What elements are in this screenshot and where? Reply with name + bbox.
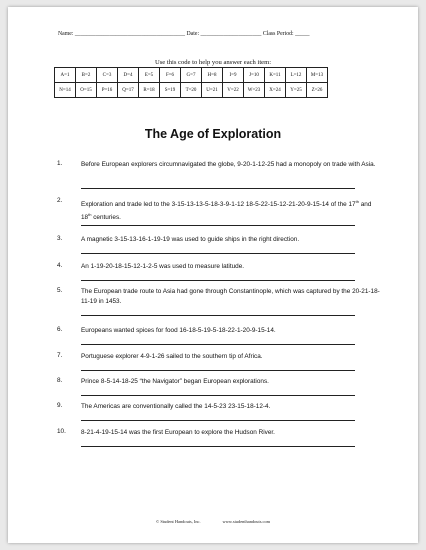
question-text: The Americas are conventionally called the 14-5-23 23-15-18-12-4. xyxy=(81,403,271,410)
answer-line[interactable] xyxy=(81,253,355,254)
question-text: A magnetic 3-15-13-16-1-19-19 was used to guide ships in the right direction. xyxy=(81,236,300,243)
answer-line[interactable] xyxy=(81,315,355,316)
code-cell: F=6 xyxy=(160,68,181,83)
code-cell: E=5 xyxy=(139,68,160,83)
code-cell: V=22 xyxy=(223,83,244,98)
answer-line[interactable] xyxy=(81,225,355,226)
code-cell: M=13 xyxy=(307,68,328,83)
code-cell: W=23 xyxy=(244,83,265,98)
code-cell: I=9 xyxy=(223,68,244,83)
date-blank: _____________________ xyxy=(200,31,262,37)
code-cell: Y=25 xyxy=(286,83,307,98)
code-cell: G=7 xyxy=(181,68,202,83)
question-number: 9. xyxy=(57,402,63,409)
answer-line[interactable] xyxy=(81,446,355,447)
code-cell: Q=17 xyxy=(118,83,139,98)
code-cell: U=21 xyxy=(202,83,223,98)
code-cell: L=12 xyxy=(286,68,307,83)
footer-credit: © Student Handouts, Inc. www.studenthandouts.com xyxy=(155,519,271,524)
code-cell: A=1 xyxy=(55,68,76,83)
letter-code-table xyxy=(54,67,328,98)
worksheet-page xyxy=(8,7,418,543)
name-label: Name: xyxy=(58,31,74,37)
question-number: 1. xyxy=(57,160,63,167)
answer-line[interactable] xyxy=(81,280,355,281)
code-cell: T=20 xyxy=(181,83,202,98)
student-info-header xyxy=(58,31,310,37)
worksheet-title: The Age of Exploration xyxy=(144,127,282,141)
question-number: 10. xyxy=(57,428,66,435)
date-label: Date: xyxy=(186,31,200,37)
answer-line[interactable] xyxy=(81,370,355,371)
question-number: 6. xyxy=(57,326,63,333)
code-cell: Z=26 xyxy=(307,83,328,98)
code-row xyxy=(55,68,328,83)
question-text: An 1-19-20-18-15-12-1-2-5 was used to measure latitude. xyxy=(81,263,245,270)
code-instructions: Use this code to help you answer each item: xyxy=(154,59,272,66)
question-text: Prince 8-5-14-18-25 “the Navigator” began European explorations. xyxy=(81,378,269,385)
question-number: 4. xyxy=(57,262,63,269)
code-cell: R=18 xyxy=(139,83,160,98)
code-cell: J=10 xyxy=(244,68,265,83)
code-cell: S=19 xyxy=(160,83,181,98)
period-label: Class Period: xyxy=(262,31,294,37)
code-cell: C=3 xyxy=(97,68,118,83)
question-text: The European trade route to Asia had gone through Constantinople, which was captured by the 20-21-18-11-19 in 1453. xyxy=(81,288,380,305)
question-number: 2. xyxy=(57,197,63,204)
question-text: 8-21-4-19-15-14 was the first European to explore the Hudson River. xyxy=(81,429,275,436)
answer-line[interactable] xyxy=(81,188,355,189)
code-cell: K=11 xyxy=(265,68,286,83)
code-cell: O=15 xyxy=(76,83,97,98)
answer-line[interactable] xyxy=(81,395,355,396)
question-number: 7. xyxy=(57,352,63,359)
answer-line[interactable] xyxy=(81,344,355,345)
question-text: Portuguese explorer 4-9-1-26 sailed to the southern tip of Africa. xyxy=(81,353,263,360)
code-cell: B=2 xyxy=(76,68,97,83)
question-text: Exploration and trade led to the 3-15-13-13-5-18-3-9-1-12 18-5-22-15-12-21-20-9-15-14 of the 17th and 18th centuries. xyxy=(81,199,372,222)
question-number: 8. xyxy=(57,377,63,384)
code-cell: P=16 xyxy=(97,83,118,98)
code-cell: D=4 xyxy=(118,68,139,83)
period-blank: _____ xyxy=(295,31,310,37)
name-blank: ______________________________________ xyxy=(74,31,186,37)
answer-line[interactable] xyxy=(81,420,355,421)
code-cell: H=8 xyxy=(202,68,223,83)
code-cell: X=24 xyxy=(265,83,286,98)
question-text: Before European explorers circumnavigated the globe, 9-20-1-12-25 had a monopoly on trade with Asia. xyxy=(81,161,376,168)
code-row xyxy=(55,83,328,98)
question-number: 3. xyxy=(57,235,63,242)
question-text: Europeans wanted spices for food 16-18-5-19-5-18-22-1-20-9-15-14. xyxy=(81,327,276,334)
code-cell: N=14 xyxy=(55,83,76,98)
question-number: 5. xyxy=(57,287,63,294)
